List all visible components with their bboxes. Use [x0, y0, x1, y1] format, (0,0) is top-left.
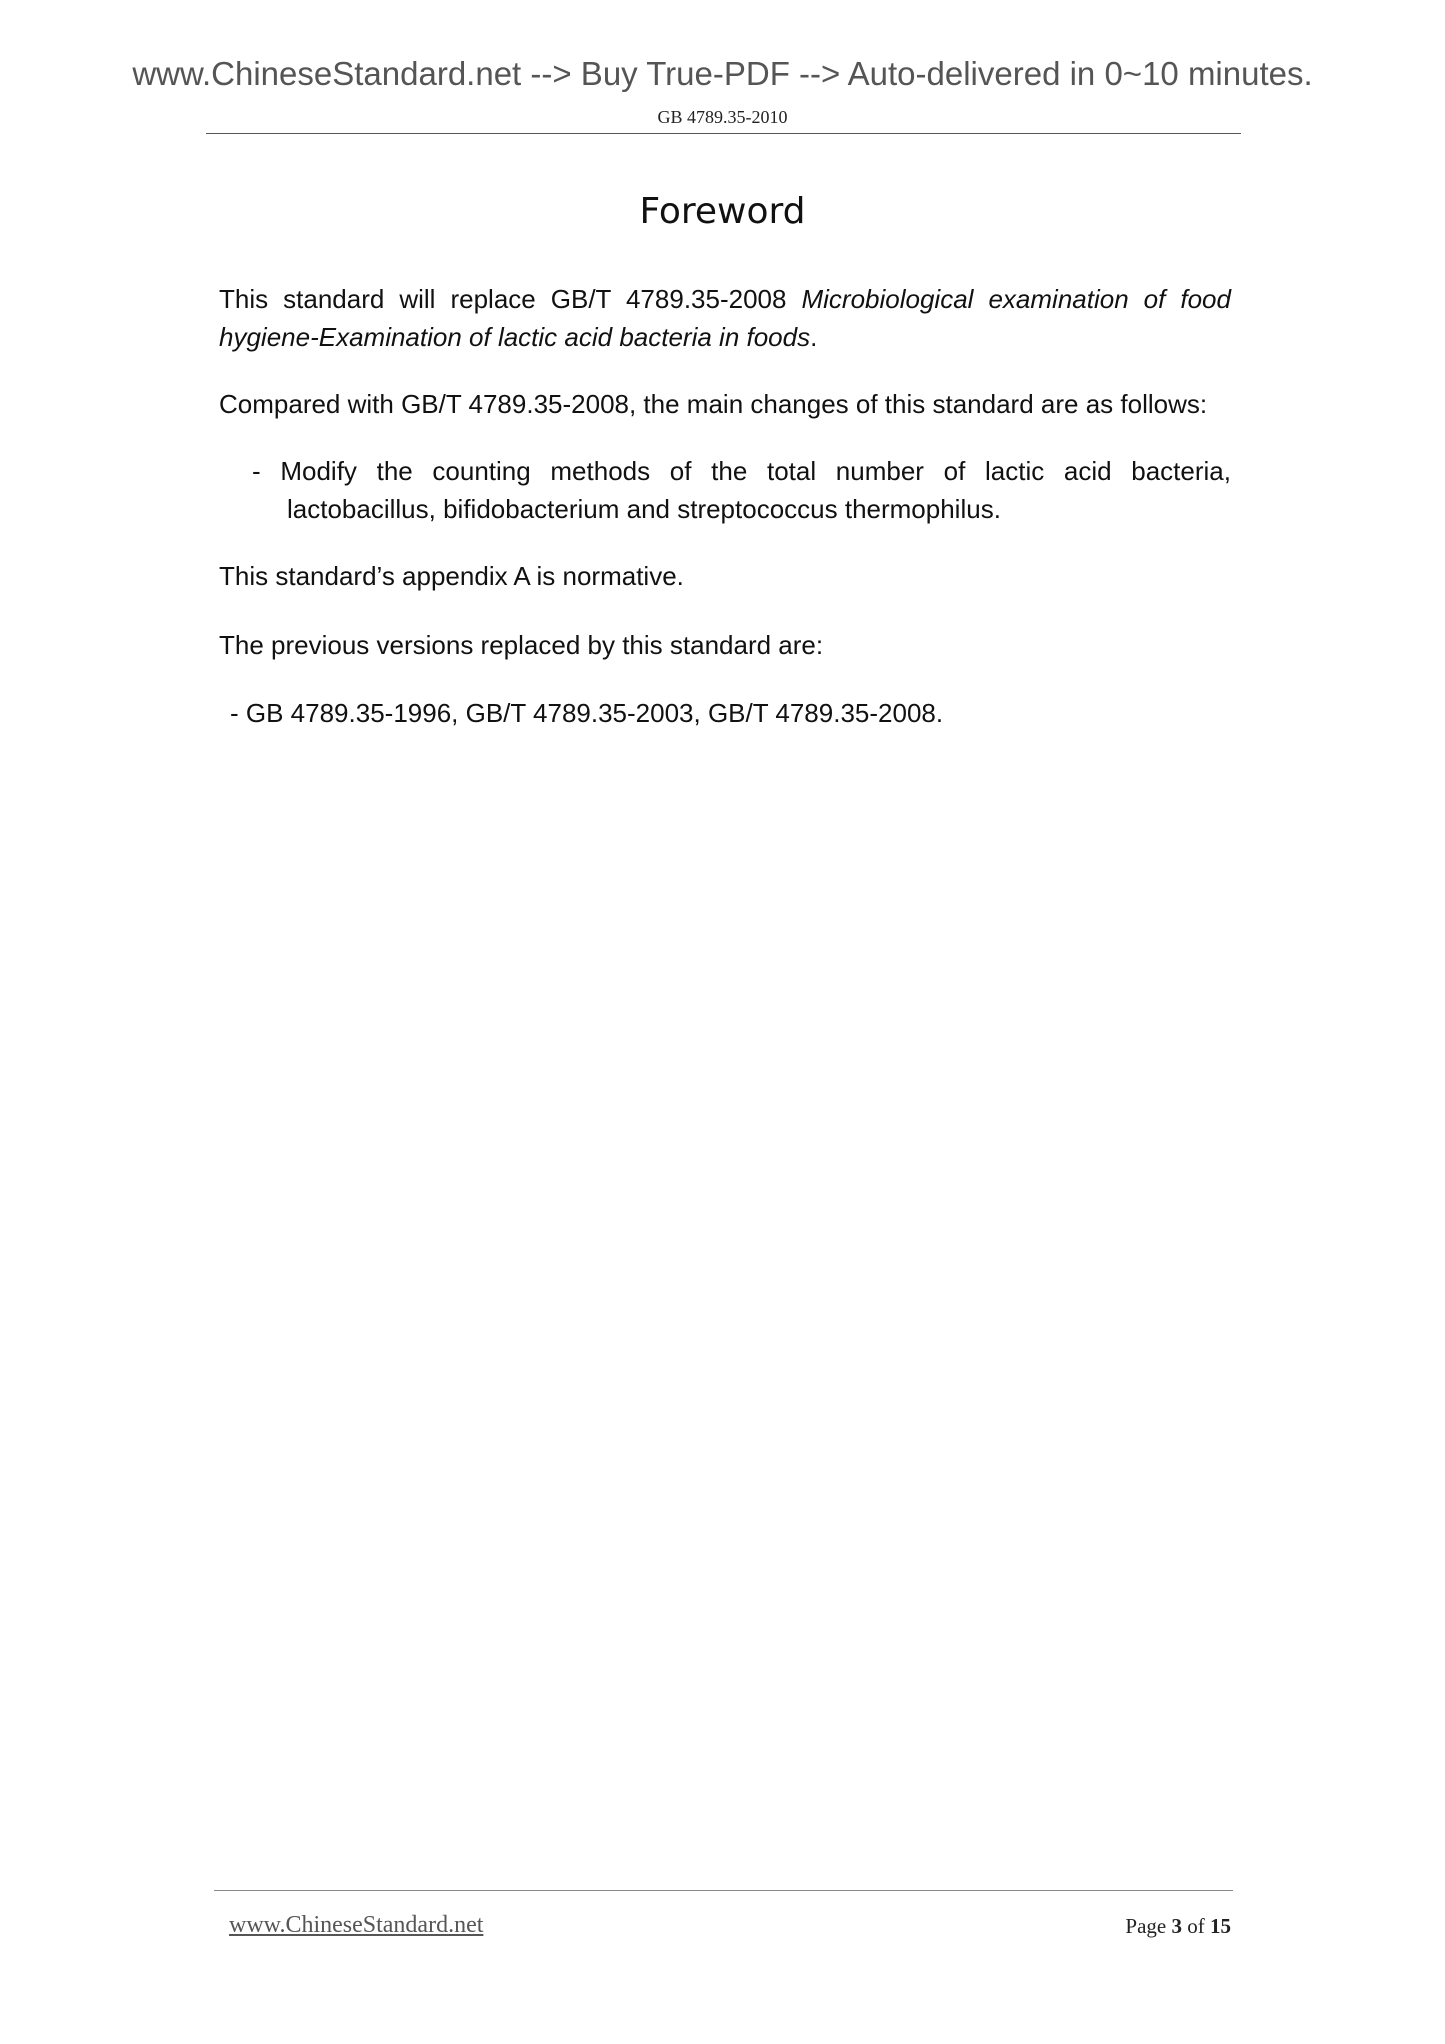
page-word: Page [1125, 1914, 1167, 1938]
list-item-change-line1: - Modify the counting methods of the total number of lactic acid bacteria, [252, 456, 1231, 486]
page-of: of [1187, 1914, 1205, 1938]
list-item-change-line2: lactobacillus, bifidobacterium and streptococcus thermophilus. [287, 494, 1001, 524]
replaced-standard-title: Microbiological examination of food hygiene-Examination of lactic acid bacteria in foods [219, 284, 1231, 352]
footer-divider [214, 1890, 1233, 1891]
paragraph-previous-versions: The previous versions replaced by this standard are: [219, 630, 824, 660]
list-item-previous-versions: - GB 4789.35-1996, GB/T 4789.35-2003, GB/T 4789.35-2008. [230, 698, 944, 728]
document-code: GB 4789.35-2010 [657, 107, 788, 127]
page-number [1030, 1912, 1231, 1940]
page-title: Foreword [639, 191, 806, 232]
paragraph-appendix: This standard’s appendix A is normative. [219, 561, 684, 591]
footer-website-link[interactable]: www.ChineseStandard.net [229, 1912, 484, 1938]
paragraph-replacement-text: This standard will replace GB/T 4789.35-2008 [219, 284, 802, 314]
list-item-change [252, 452, 1231, 528]
paragraph-replacement [219, 280, 1231, 356]
paragraph-changes-intro: Compared with GB/T 4789.35-2008, the main changes of this standard are as follows: [219, 389, 1208, 419]
header-divider [206, 133, 1241, 134]
page-current: 3 [1171, 1914, 1182, 1938]
header-banner: www.ChineseStandard.net --> Buy True-PDF --> Auto-delivered in 0~10 minutes. [132, 55, 1313, 92]
page-total: 15 [1210, 1914, 1231, 1938]
paragraph-replacement-suffix: . [810, 322, 818, 352]
